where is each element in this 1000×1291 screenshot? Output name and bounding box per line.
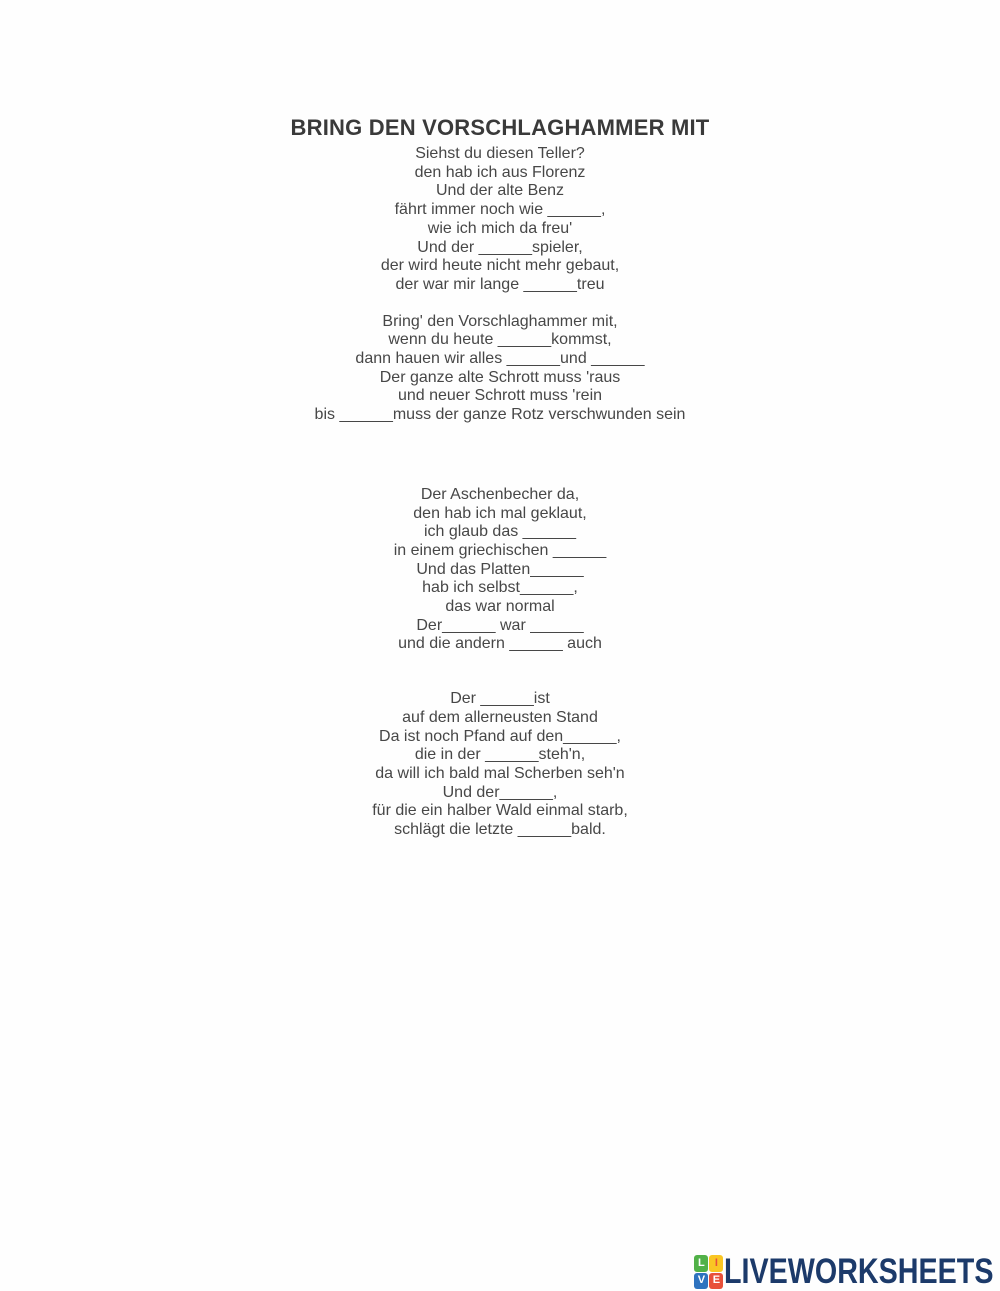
lyric-line: auf dem allerneusten Stand [402,708,598,726]
liveworksheets-tiles-icon [694,1255,723,1289]
liveworksheets-logo[interactable] [694,1252,995,1291]
lyric-line-with-blank: dann hauen wir alles ______und ______ [355,350,645,368]
lyric-line: den hab ich mal geklaut, [413,504,587,522]
lyric-line: Der ganze alte Schrott muss 'raus [379,368,621,386]
lyric-line: Der Aschenbecher da, [420,485,580,503]
lyric-line: Und der alte Benz [435,182,565,200]
lyric-line-with-blank: und die andern ______ auch [398,635,602,653]
logo-tile-v: V [694,1273,708,1290]
lyric-line: und neuer Schrott muss 'rein [397,387,603,405]
logo-tile-l: L [694,1255,708,1272]
lyric-line: für die ein halber Wald einmal starb, [372,802,628,820]
lyric-line: den hab ich aus Florenz [414,163,586,181]
lyric-line: wie ich mich da freu' [427,219,573,237]
lyric-line-with-blank: hab ich selbst______, [422,579,578,597]
lyric-line: das war normal [445,598,555,616]
stanza-4 [0,690,1000,840]
lyric-line-with-blank: die in der ______steh'n, [414,746,586,764]
lyric-line: Bring' den Vorschlaghammer mit, [382,312,618,330]
lyric-line: der wird heute nicht mehr gebaut, [380,257,620,275]
lyric-line-with-blank: Da ist noch Pfand auf den______, [379,727,621,745]
lyric-line-with-blank: schlägt die letzte ______bald. [394,821,606,839]
lyric-line-with-blank: bis ______muss der ganze Rotz verschwunden sein [314,406,686,424]
lyric-line-with-blank: Und der______, [442,783,558,801]
lyric-line-with-blank: ich glaub das ______ [423,523,577,541]
lyric-line-with-blank: Der ______ist [450,690,550,708]
lyric-line: da will ich bald mal Scherben seh'n [375,764,625,782]
liveworksheets-wordmark: LIVEWORKSHEETS [724,1252,994,1291]
lyric-line-with-blank: der war mir lange ______treu [395,275,605,293]
lyric-line-with-blank: Der______ war ______ [416,616,584,634]
stanza-1 [0,145,1000,295]
logo-tile-i: I [709,1255,723,1272]
lyric-line-with-blank: Und der ______spieler, [417,238,583,256]
lyric-line-with-blank: fährt immer noch wie ______, [394,201,606,219]
lyric-line: Siehst du diesen Teller? [415,145,585,162]
lyric-line-with-blank: Und das Platten______ [416,560,584,578]
lyric-line-with-blank: in einem griechischen ______ [393,541,607,559]
lyric-line-with-blank: wenn du heute ______kommst, [388,331,612,349]
stanza-3 [0,486,1000,654]
logo-tile-e: E [709,1273,723,1290]
stanza-2 [0,313,1000,425]
lyrics-block [0,145,1000,840]
song-title: BRING DEN VORSCHLAGHAMMER MIT [290,115,710,140]
